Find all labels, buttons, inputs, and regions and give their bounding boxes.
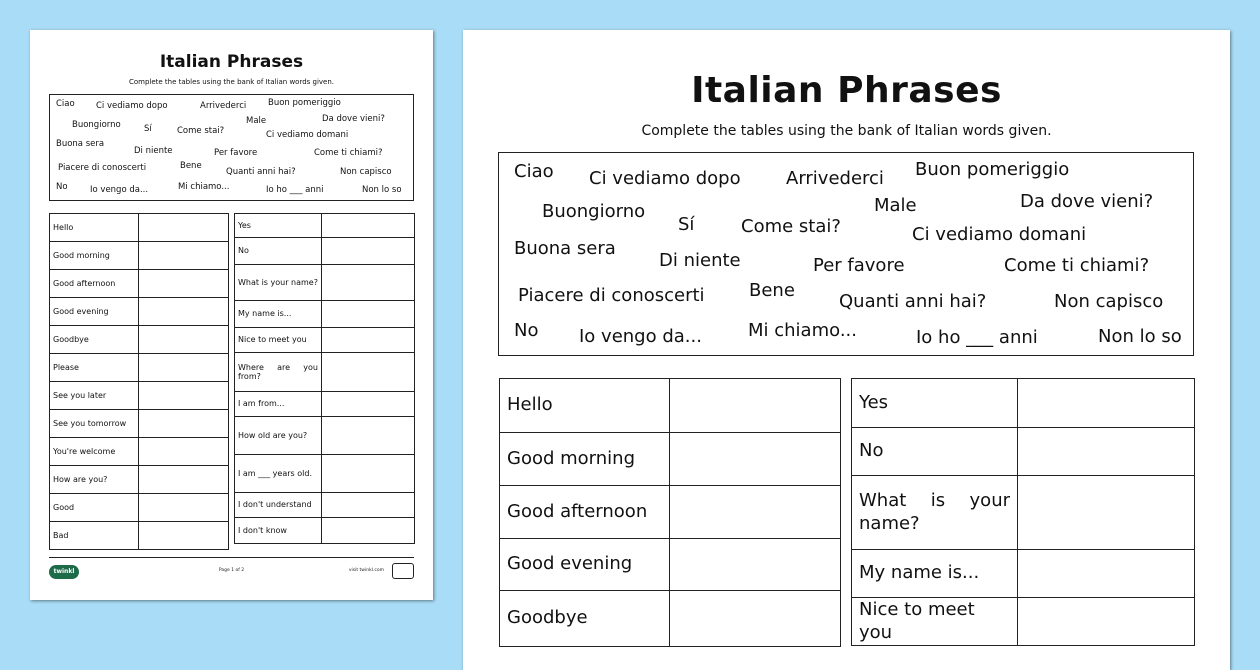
word-bank-item: Male (874, 195, 917, 216)
phrase-cell: I am from... (235, 392, 322, 417)
word-bank-item: Da dove vieni? (1020, 191, 1154, 212)
answer-cell[interactable] (1018, 550, 1195, 598)
answer-cell[interactable] (322, 518, 415, 544)
answer-cell[interactable] (139, 270, 229, 298)
phrase-cell: Good (50, 494, 139, 522)
word-bank-item: Io ho ___ anni (916, 327, 1038, 348)
word-bank-item: Sí (678, 214, 695, 235)
word-bank-item: Non lo so (1098, 326, 1182, 347)
word-bank-item: Mi chiamo... (178, 182, 230, 192)
phrase-cell: You're welcome (50, 438, 139, 466)
word-bank-item: Ciao (56, 99, 75, 109)
answer-cell[interactable] (670, 539, 841, 591)
word-bank-item: Quanti anni hai? (839, 291, 987, 312)
phrase-cell: Good evening (500, 539, 670, 591)
answer-cell[interactable] (322, 328, 415, 353)
worksheet-title: Italian Phrases (159, 52, 304, 72)
word-bank-item: Come stai? (177, 126, 225, 136)
phrase-cell: Goodbye (500, 591, 670, 647)
word-bank-item: Ci vediamo dopo (96, 101, 168, 111)
phrase-cell: Nice to meet you (852, 598, 1018, 646)
phrase-cell: Yes (852, 379, 1018, 428)
word-bank-item: Per favore (813, 255, 905, 276)
phrase-cell: I don't understand (235, 493, 322, 518)
phrase-cell: Good afternoon (500, 486, 670, 539)
answer-cell[interactable] (1018, 428, 1195, 476)
answer-cell[interactable] (1018, 476, 1195, 550)
site-url: visit twinkl.com (348, 568, 384, 573)
phrase-table-right (851, 378, 1195, 646)
phrase-cell: Bad (50, 522, 139, 550)
word-bank-item: Non lo so (362, 185, 402, 195)
phrase-cell: What is your name? (852, 476, 1018, 550)
word-bank-item: Come ti chiami? (314, 148, 383, 158)
phrase-cell: Hello (50, 214, 139, 242)
word-bank-item: Io ho ___ anni (266, 185, 324, 195)
answer-cell[interactable] (139, 242, 229, 270)
word-bank-item: Ci vediamo domani (266, 130, 349, 140)
phrase-cell: How are you? (50, 466, 139, 494)
phrase-cell: Hello (500, 379, 670, 433)
worksheet-thumbnail[interactable] (30, 30, 433, 600)
phrase-cell: How old are you? (235, 417, 322, 455)
answer-cell[interactable] (139, 354, 229, 382)
phrase-cell: Please (50, 354, 139, 382)
phrase-cell: See you later (50, 382, 139, 410)
word-bank-item: Come ti chiami? (1004, 255, 1150, 276)
worksheet-subtitle: Complete the tables using the bank of Italian words given. (641, 123, 1052, 139)
answer-cell[interactable] (322, 455, 415, 493)
answer-cell[interactable] (1018, 379, 1195, 428)
word-bank-item: No (514, 320, 539, 341)
word-bank-item: Da dove vieni? (322, 114, 385, 124)
word-bank-item: Come stai? (741, 216, 841, 237)
word-bank-item: Per favore (214, 148, 258, 158)
word-bank-item: Non capisco (340, 167, 392, 177)
phrase-cell: Good afternoon (50, 270, 139, 298)
answer-cell[interactable] (1018, 598, 1195, 646)
answer-cell[interactable] (322, 392, 415, 417)
answer-cell[interactable] (670, 591, 841, 647)
phrase-cell: I am ___ years old. (235, 455, 322, 493)
answer-cell[interactable] (139, 410, 229, 438)
worksheet-zoomed[interactable] (463, 30, 1230, 670)
word-bank-item: Piacere di conoscerti (518, 285, 705, 306)
word-bank-item: Ci vediamo dopo (589, 168, 741, 189)
word-bank-item: Buon pomeriggio (268, 98, 341, 108)
phrase-cell: Good morning (500, 433, 670, 486)
phrase-cell: No (852, 428, 1018, 476)
word-bank-item: Buongiorno (542, 201, 646, 222)
word-bank-item: Mi chiamo... (748, 320, 857, 341)
phrase-cell: No (235, 238, 322, 265)
twinkl-logo: twinkl (49, 565, 79, 579)
word-bank-item: Male (246, 116, 267, 126)
phrase-cell: See you tomorrow (50, 410, 139, 438)
word-bank-item: Bene (180, 161, 202, 171)
answer-cell[interactable] (670, 486, 841, 539)
phrase-cell: Yes (235, 214, 322, 238)
phrase-cell: My name is... (852, 550, 1018, 598)
word-bank-item: Piacere di conoscerti (58, 163, 147, 173)
word-bank-item: Quanti anni hai? (226, 167, 296, 177)
answer-cell[interactable] (139, 438, 229, 466)
word-bank-item: No (56, 182, 68, 192)
answer-cell[interactable] (322, 353, 415, 392)
answer-cell[interactable] (139, 494, 229, 522)
answer-cell[interactable] (322, 493, 415, 518)
word-bank-item: Di niente (134, 146, 173, 156)
answer-cell[interactable] (139, 298, 229, 326)
badge-icon (392, 563, 414, 579)
answer-cell[interactable] (322, 301, 415, 328)
answer-cell[interactable] (322, 265, 415, 301)
page-number: Page 1 of 2 (218, 568, 245, 573)
phrase-table-left (49, 213, 229, 550)
page-footer (49, 557, 414, 587)
word-bank-item: Non capisco (1054, 291, 1164, 312)
word-bank-item: Buongiorno (72, 120, 121, 130)
answer-cell[interactable] (139, 522, 229, 550)
word-bank-item: Bene (749, 280, 795, 301)
word-bank-item: Ciao (514, 161, 554, 182)
answer-cell[interactable] (139, 466, 229, 494)
phrase-cell: I don't know (235, 518, 322, 544)
answer-cell[interactable] (322, 238, 415, 265)
answer-cell[interactable] (322, 214, 415, 238)
word-bank-item: Ci vediamo domani (912, 224, 1087, 245)
worksheet-subtitle: Complete the tables using the bank of Italian words given. (128, 78, 335, 86)
word-bank (49, 94, 414, 201)
phrase-table-right (234, 213, 415, 544)
word-bank (498, 152, 1194, 356)
word-bank-item: Buona sera (514, 238, 616, 259)
word-bank-item: Di niente (659, 250, 741, 271)
word-bank-item: Sí (144, 124, 152, 134)
answer-cell[interactable] (139, 214, 229, 242)
phrase-cell: Where are you from? (235, 353, 322, 392)
answer-cell[interactable] (670, 433, 841, 486)
word-bank-item: Io vengo da... (579, 326, 702, 347)
worksheet-title: Italian Phrases (691, 70, 1002, 111)
word-bank-item: Buona sera (56, 139, 105, 149)
phrase-cell: Nice to meet you (235, 328, 322, 353)
phrase-table-left (499, 378, 841, 647)
phrase-cell: Goodbye (50, 326, 139, 354)
phrase-cell: What is your name? (235, 265, 322, 301)
answer-cell[interactable] (670, 379, 841, 433)
phrase-cell: My name is... (235, 301, 322, 328)
phrase-cell: Good evening (50, 298, 139, 326)
phrase-cell: Good morning (50, 242, 139, 270)
word-bank-item: Arrivederci (786, 168, 884, 189)
answer-cell[interactable] (322, 417, 415, 455)
answer-cell[interactable] (139, 326, 229, 354)
word-bank-item: Arrivederci (200, 101, 247, 111)
word-bank-item: Buon pomeriggio (915, 159, 1070, 180)
word-bank-item: Io vengo da... (90, 185, 149, 195)
answer-cell[interactable] (139, 382, 229, 410)
